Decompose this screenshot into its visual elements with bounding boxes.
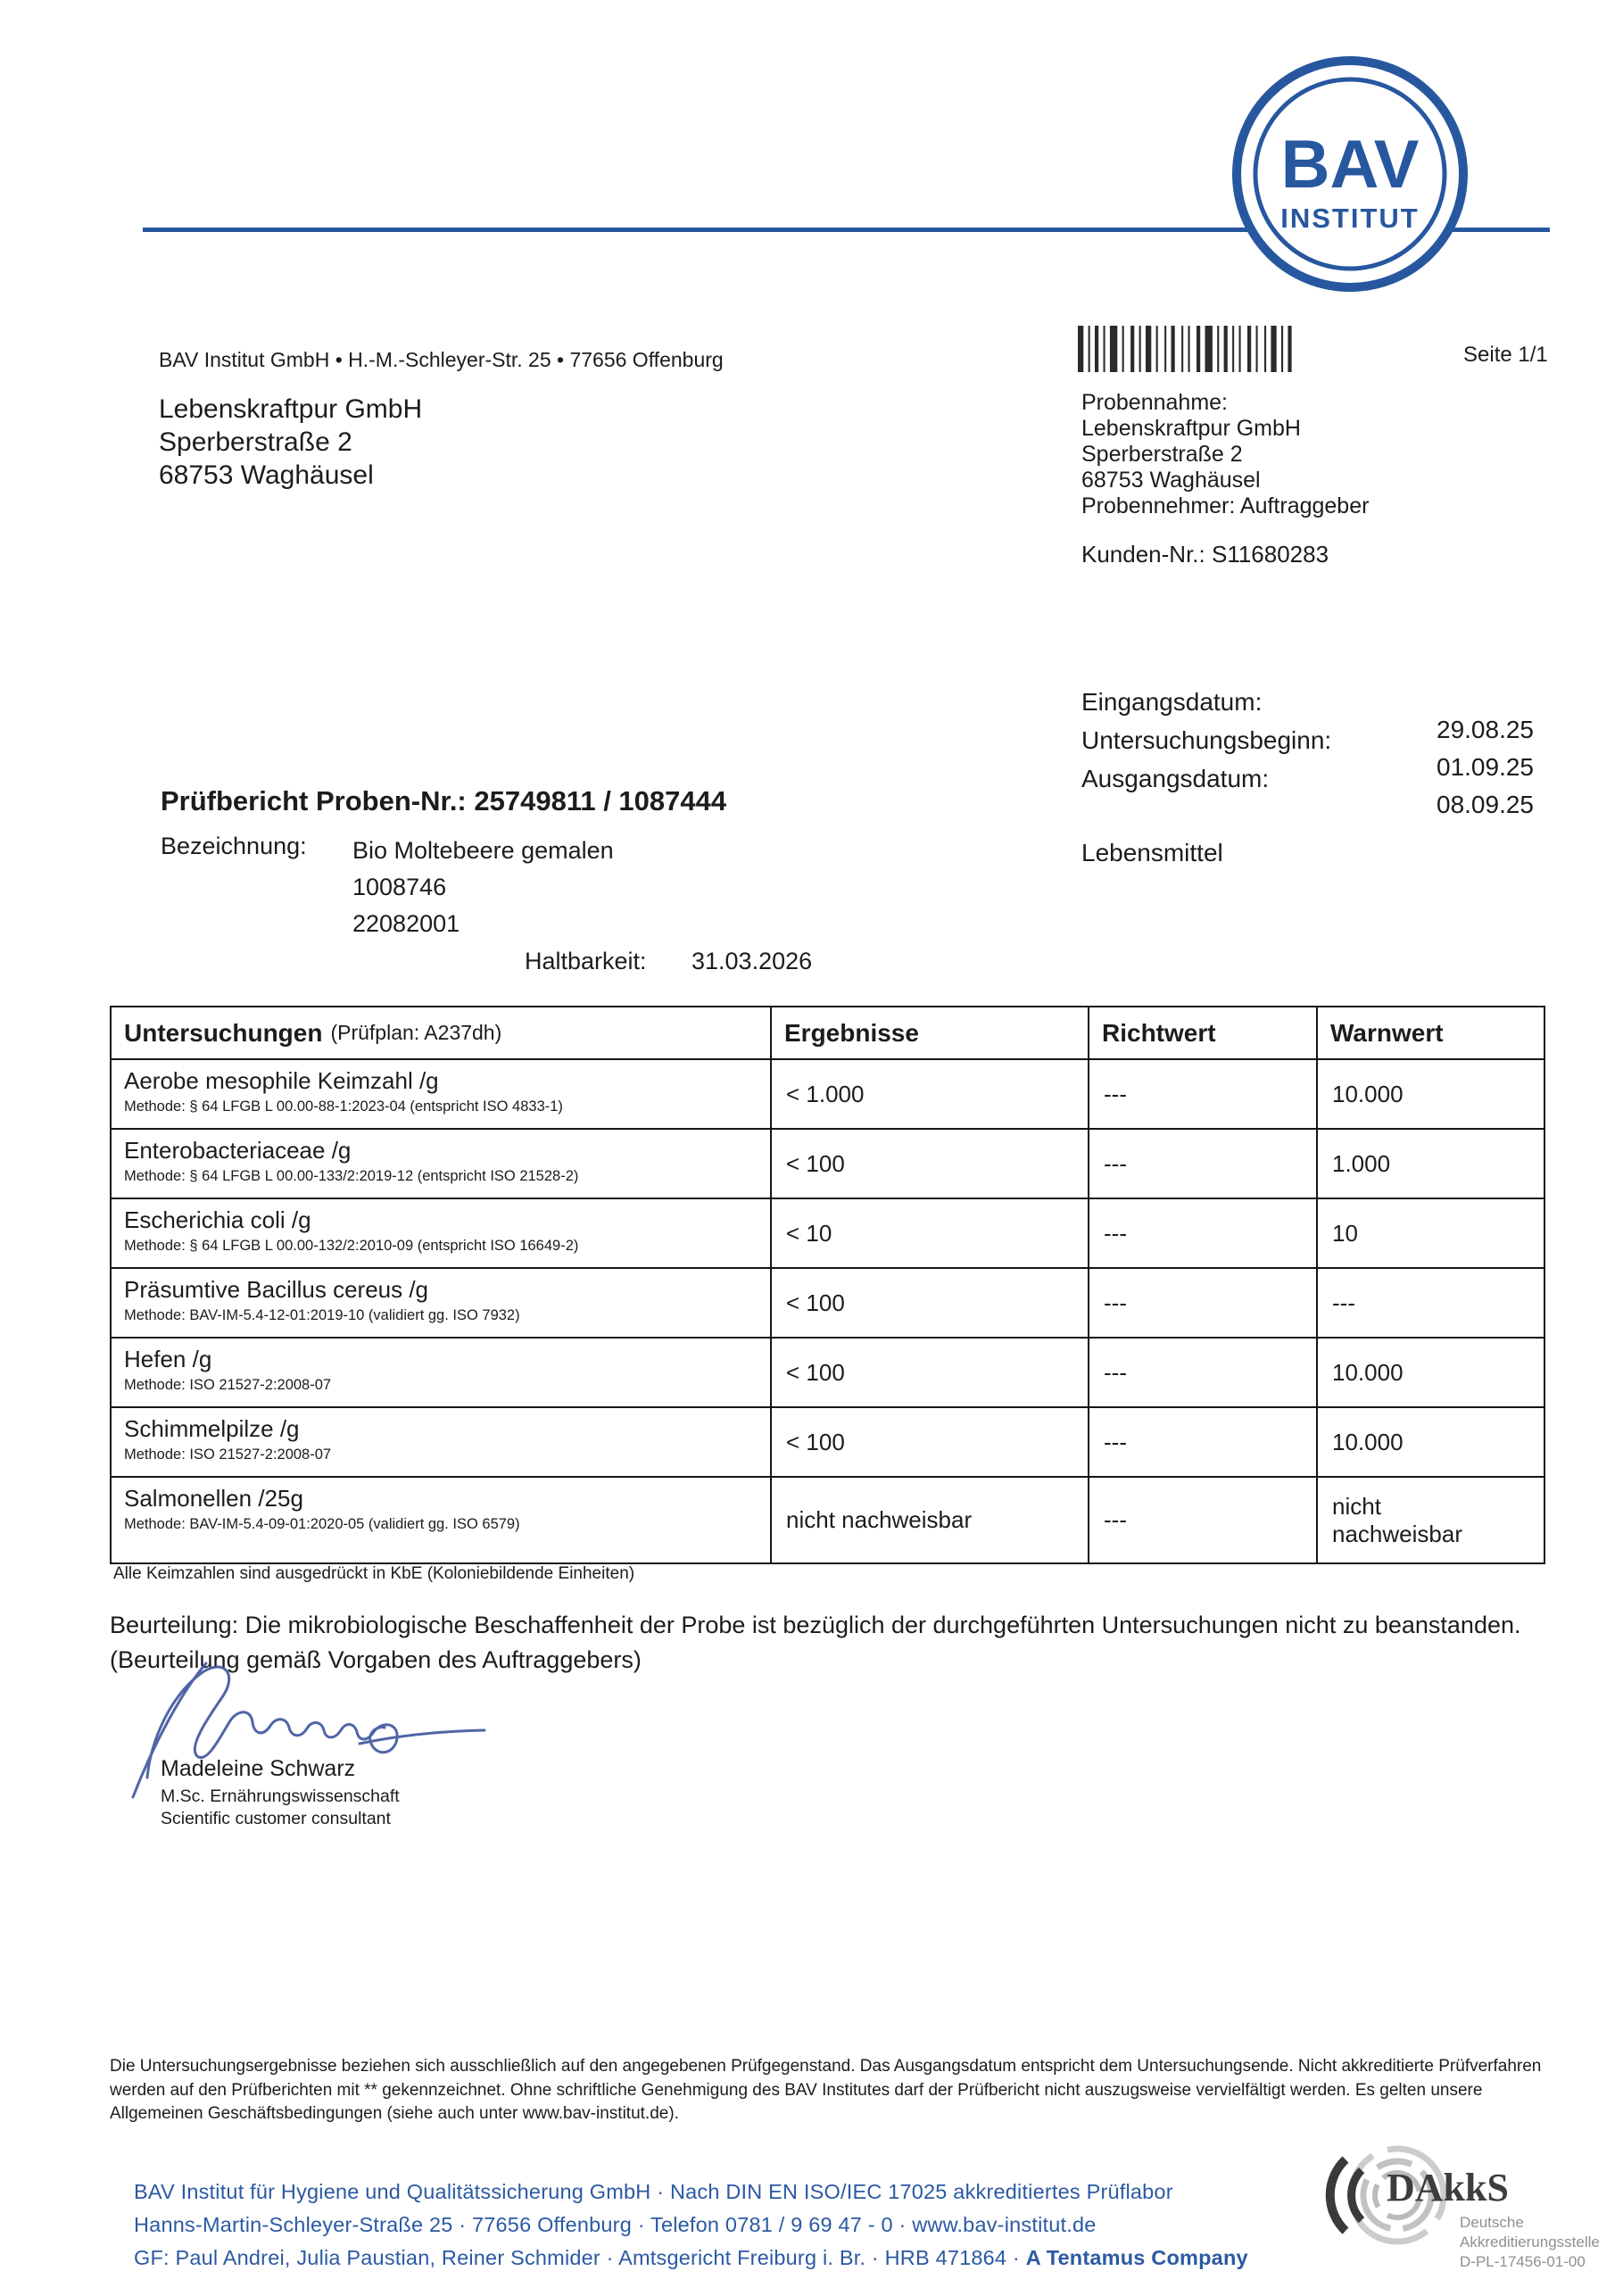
header-untersuchungen xyxy=(112,1007,772,1058)
footer-tentamus: A Tentamus Company xyxy=(1025,2246,1248,2269)
page-number: Seite 1/1 xyxy=(1463,343,1548,367)
footer-line-1: BAV Institut für Hygiene und Qualitätssicherung GmbH · Nach DIN EN ISO/IEC 17025 akkreditiertes Prüflabor xyxy=(134,2180,1173,2203)
analysis-method: Methode: BAV-IM-5.4-09-01:2020-05 (validiert gg. ISO 6579) xyxy=(124,1516,520,1532)
dakks-accreditation-number: D-PL-17456-01-00 xyxy=(1460,2253,1586,2270)
table-row xyxy=(112,1267,1544,1337)
barcode xyxy=(1078,326,1321,377)
disclaimer-text: Die Untersuchungsergebnisse beziehen sich ausschließlich auf den angegebenen Prüfgegenstand. Das Ausgangsdatum entspricht dem Untersuchungsende. Nicht akkreditierte Prüfverfahren werden auf den Prüfberichten mit ** gekennzeichnet. Ohne schriftliche Genehmigung des BAV Institutes darf der Prüfbericht nicht auszugsweise vervielfältigt werden. Es gelten unsere Allgemeinen Geschäftsbedingungen (siehe auch unter www.bav-institut.de). xyxy=(110,2057,1542,2123)
report-title: Prüfbericht Proben-Nr.: 25749811 / 1087444 xyxy=(161,785,727,816)
header-ergebnisse: Ergebnisse xyxy=(772,1007,1089,1058)
date-value-eingang: 29.08.25 xyxy=(1437,716,1534,743)
footer-line-3-prefix: GF: Paul Andrei, Julia Paustian, Reiner Schmider · Amtsgericht Freiburg i. Br. · HRB 471864 · xyxy=(134,2246,1026,2269)
recipient-name: Lebenskraftpur GmbH xyxy=(159,394,423,424)
designation-batch-no: 22082001 xyxy=(352,910,460,937)
richtwert-value: --- xyxy=(1089,1130,1318,1198)
result-value: nicht nachweisbar xyxy=(772,1478,1089,1562)
table-row xyxy=(112,1337,1544,1406)
sampling-line: 68753 Waghäusel xyxy=(1081,468,1261,493)
sampling-line: Probennahme: xyxy=(1081,390,1229,415)
header-warnwert: Warnwert xyxy=(1330,1018,1444,1047)
customer-number: Kunden-Nr.: S11680283 xyxy=(1081,541,1329,568)
analysis-method: Methode: § 64 LFGB L 00.00-133/2:2019-12 (entspricht ISO 21528-2) xyxy=(124,1168,579,1184)
footer-line-3 xyxy=(134,2242,1248,2275)
result-value: < 1.000 xyxy=(772,1060,1089,1128)
table-row xyxy=(112,1406,1544,1476)
dakks-sub-line: Akkreditierungsstelle xyxy=(1460,2234,1600,2250)
richtwert-value: --- xyxy=(1089,1199,1318,1267)
signature-icon xyxy=(120,1644,504,1809)
sampling-info-block xyxy=(1081,390,1369,519)
analysis-name: Escherichia coli /g xyxy=(124,1206,311,1233)
recipient-street: Sperberstraße 2 xyxy=(159,427,352,457)
result-value: < 100 xyxy=(772,1269,1089,1337)
result-value: < 100 xyxy=(772,1408,1089,1476)
analysis-method: Methode: BAV-IM-5.4-12-01:2019-10 (validiert gg. ISO 7932) xyxy=(124,1307,520,1323)
designation-name: Bio Moltebeere gemalen xyxy=(352,837,614,864)
date-labels xyxy=(1081,683,1331,798)
analysis-method: Methode: ISO 21527-2:2008-07 xyxy=(124,1446,332,1463)
header-pruefplan: (Prüfplan: A237dh) xyxy=(330,1021,502,1044)
designation-label: Bezeichnung: xyxy=(161,833,307,859)
analysis-name: Präsumtive Bacillus cereus /g xyxy=(124,1276,429,1303)
warnwert-value: 1.000 xyxy=(1332,1149,1391,1177)
kbe-footnote: Alle Keimzahlen sind ausgedrückt in KbE (Koloniebildende Einheiten) xyxy=(113,1564,635,1583)
sampling-line: Lebenskraftpur GmbH xyxy=(1081,416,1301,441)
sample-category: Lebensmittel xyxy=(1081,839,1223,866)
assessment-text: Beurteilung: Die mikrobiologische Beschaffenheit der Probe ist bezüglich der durchgeführten Untersuchungen nicht zu beanstanden. (Beurteilung gemäß Vorgaben des Auftraggebers) xyxy=(110,1612,1521,1673)
analysis-method: Methode: § 64 LFGB L 00.00-132/2:2010-09 (entspricht ISO 16649-2) xyxy=(124,1238,579,1254)
analysis-name: Schimmelpilze /g xyxy=(124,1415,300,1442)
dakks-subtitle xyxy=(1460,2213,1600,2272)
sender-address-line: BAV Institut GmbH • H.-M.-Schleyer-Str. 25 • 77656 Offenburg xyxy=(159,348,724,371)
warnwert-value: --- xyxy=(1332,1289,1355,1316)
dakks-logo xyxy=(1319,2140,1622,2283)
result-value: < 100 xyxy=(772,1339,1089,1406)
richtwert-value: --- xyxy=(1089,1478,1318,1562)
warnwert-value: 10 xyxy=(1332,1219,1358,1247)
warnwert-value: 10.000 xyxy=(1332,1080,1404,1107)
result-value: < 100 xyxy=(772,1130,1089,1198)
richtwert-value: --- xyxy=(1089,1269,1318,1337)
sampling-line: Probennehmer: Auftraggeber xyxy=(1081,493,1370,518)
recipient-address-block xyxy=(159,393,422,492)
result-value: < 10 xyxy=(772,1199,1089,1267)
results-table xyxy=(110,1006,1545,1564)
table-row xyxy=(112,1476,1544,1562)
richtwert-value: --- xyxy=(1089,1060,1318,1128)
logo-text-institut: INSTITUT xyxy=(1280,203,1420,234)
shelf-life-label: Haltbarkeit: xyxy=(525,948,647,974)
date-label-eingang: Eingangsdatum: xyxy=(1081,688,1263,716)
footer-line-2: Hanns-Martin-Schleyer-Straße 25 · 77656 Offenburg · Telefon 0781 / 9 69 47 - 0 · www.bav-institut.de xyxy=(134,2213,1097,2236)
analysis-method: Methode: ISO 21527-2:2008-07 xyxy=(124,1377,332,1393)
sampling-line: Sperberstraße 2 xyxy=(1081,442,1243,467)
header-richtwert: Richtwert xyxy=(1089,1007,1318,1058)
dakks-sub-line: Deutsche xyxy=(1460,2214,1524,2231)
warnwert-value: 10.000 xyxy=(1332,1428,1404,1455)
table-row xyxy=(112,1128,1544,1198)
analysis-name: Salmonellen /25g xyxy=(124,1485,303,1512)
analysis-name: Hefen /g xyxy=(124,1346,212,1372)
richtwert-value: --- xyxy=(1089,1408,1318,1476)
dakks-title: DAkkS xyxy=(1387,2166,1509,2209)
table-header-row xyxy=(112,1007,1544,1058)
company-footer xyxy=(134,2176,1248,2275)
analysis-method: Methode: § 64 LFGB L 00.00-88-1:2023-04 (entspricht ISO 4833-1) xyxy=(124,1098,563,1115)
table-row xyxy=(112,1058,1544,1128)
designation-article-no: 1008746 xyxy=(352,874,447,900)
signer-name: Madeleine Schwarz xyxy=(161,1756,356,1781)
date-label-beginn: Untersuchungsbeginn: xyxy=(1081,726,1332,754)
designation-values xyxy=(352,833,614,942)
table-row xyxy=(112,1198,1544,1267)
analysis-name: Enterobacteriaceae /g xyxy=(124,1137,352,1164)
richtwert-value: --- xyxy=(1089,1339,1318,1406)
warnwert-value: nicht nachweisbar xyxy=(1332,1492,1462,1547)
warnwert-value: 10.000 xyxy=(1332,1358,1404,1386)
date-value-ausgang: 08.09.25 xyxy=(1437,791,1534,818)
date-values xyxy=(1437,711,1534,824)
header-untersuchungen-label: Untersuchungen xyxy=(124,1018,323,1047)
bav-institut-logo-icon xyxy=(1221,46,1479,305)
signer-degree: M.Sc. Ernährungswissenschaft xyxy=(161,1786,400,1806)
recipient-city: 68753 Waghäusel xyxy=(159,460,374,490)
date-value-beginn: 01.09.25 xyxy=(1437,753,1534,781)
date-label-ausgang: Ausgangsdatum: xyxy=(1081,765,1270,792)
shelf-life-value: 31.03.2026 xyxy=(691,948,813,974)
analysis-name: Aerobe mesophile Keimzahl /g xyxy=(124,1067,439,1094)
logo-text-bav: BAV xyxy=(1280,127,1420,203)
signer-role: Scientific customer consultant xyxy=(161,1809,391,1828)
